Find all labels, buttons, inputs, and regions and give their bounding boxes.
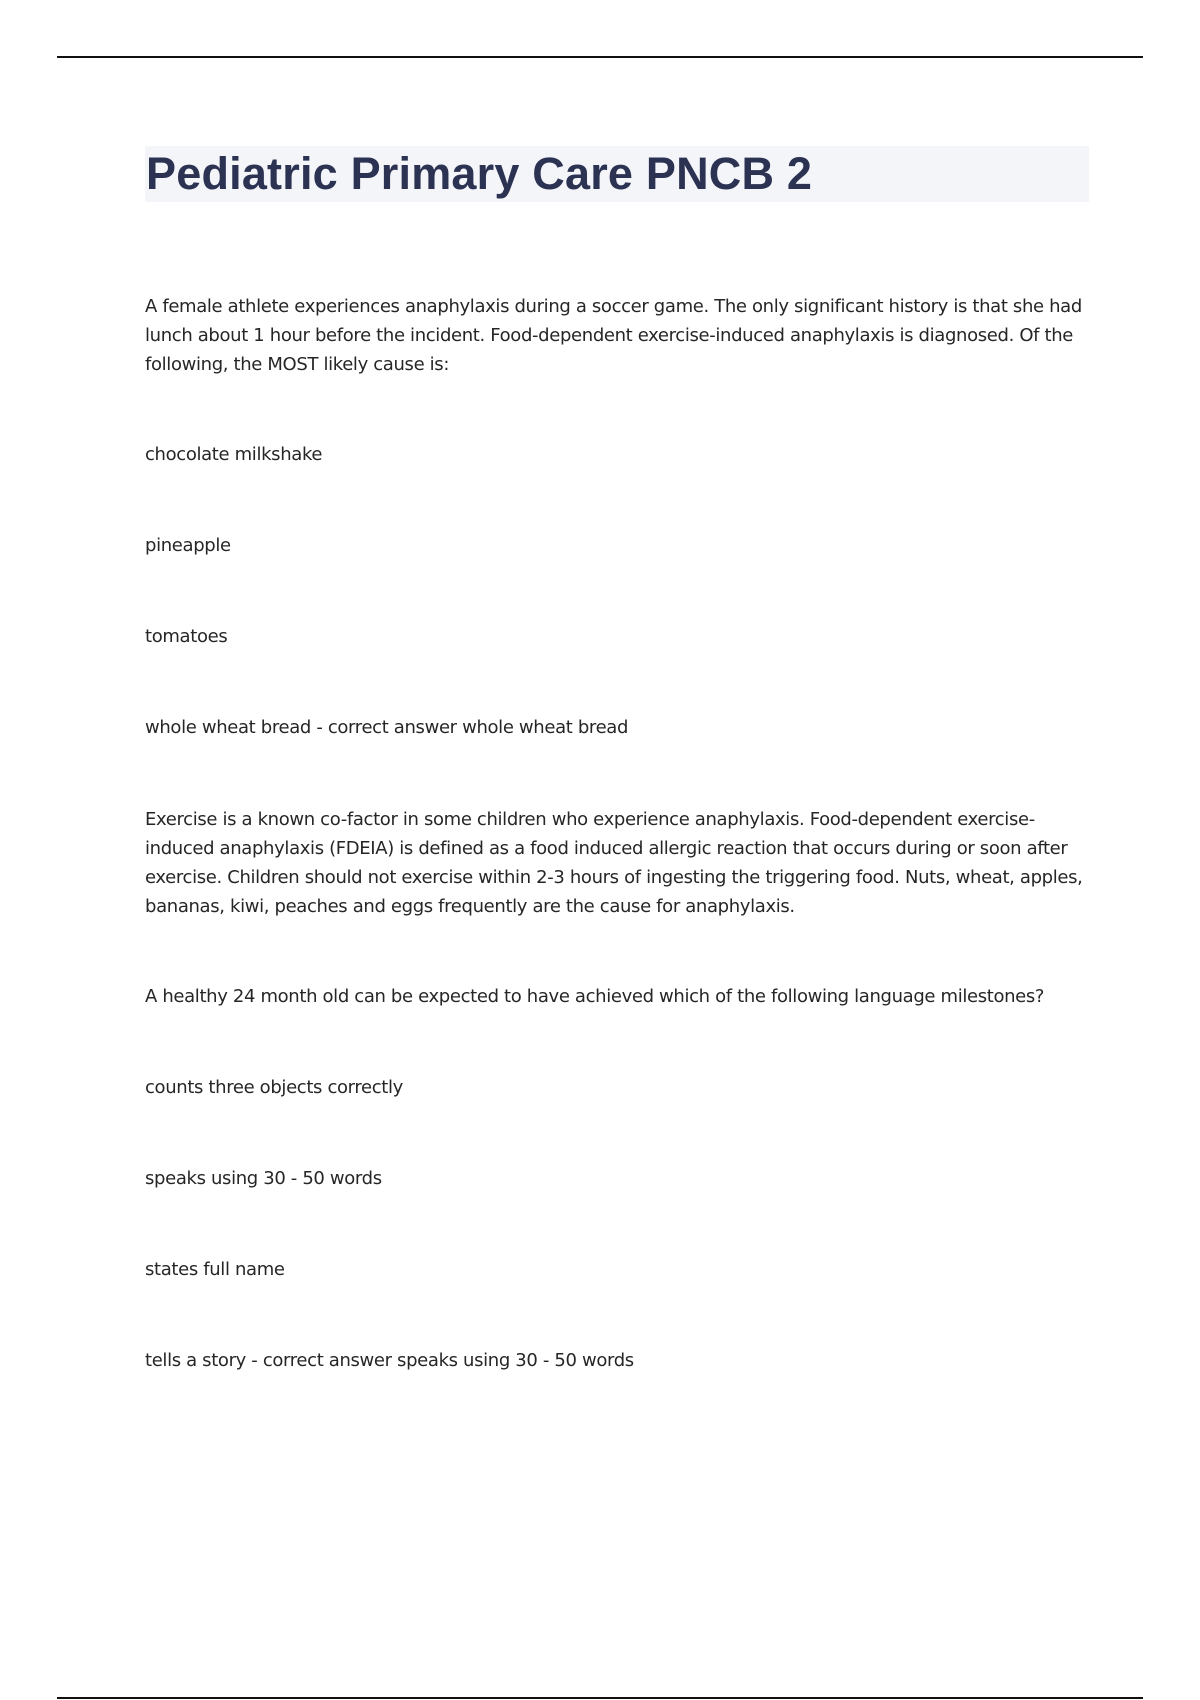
question-2-option-1: counts three objects correctly	[145, 1077, 403, 1098]
question-1-option-1: chocolate milkshake	[145, 444, 323, 465]
question-1-option-3: tomatoes	[145, 626, 228, 647]
question-2-option-4-answer: tells a story - correct answer speaks using 30 - 50 words	[145, 1350, 634, 1371]
top-rule	[57, 56, 1143, 58]
question-1-option-4-answer: whole wheat bread - correct answer whole wheat bread	[145, 717, 629, 738]
question-1-explanation: Exercise is a known co-factor in some children who experience anaphylaxis. Food-dependent exercise-induced anaphylaxis (FDEIA) is defined as a food induced allergic reaction that occurs during or soon after exercise. Children should not exercise within 2-3 hours of ingesting the triggering food. Nuts, wheat, apples, bananas, kiwi, peaches and eggs frequently are the cause for anaphylaxis.	[145, 809, 1083, 917]
bottom-rule	[57, 1697, 1143, 1699]
question-1-option-2: pineapple	[145, 535, 231, 556]
page-title: Pediatric Primary Care PNCB 2	[146, 148, 813, 199]
question-2-option-3: states full name	[145, 1259, 285, 1280]
question-2-option-2: speaks using 30 - 50 words	[145, 1168, 382, 1189]
question-1-prompt: A female athlete experiences anaphylaxis during a soccer game. The only significant history is that she had lunch about 1 hour before the incident. Food-dependent exercise-induced anaphylaxis is diagnosed. Of the following, the MOST likely cause is:	[145, 296, 1082, 375]
question-2-prompt: A healthy 24 month old can be expected to have achieved which of the following language milestones?	[145, 986, 1045, 1007]
